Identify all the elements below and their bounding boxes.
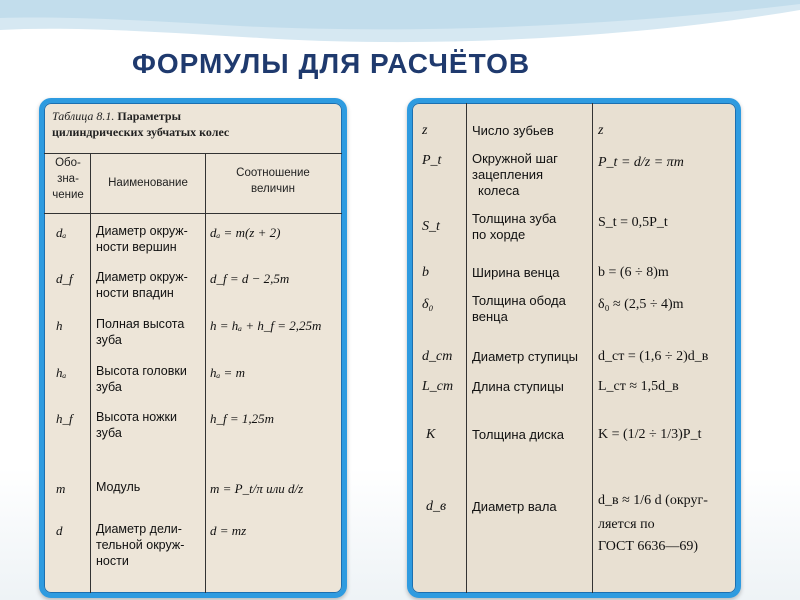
- row-name-line: венца: [472, 309, 508, 324]
- row-formula: d_ст = (1,6 ÷ 2)d_в: [598, 349, 709, 364]
- row-name-line: Полная высота: [96, 317, 185, 331]
- row-formula: h = hₐ + h_f = 2,25m: [210, 318, 322, 333]
- row-name: [96, 363, 187, 395]
- row-symbol: dₐ: [56, 225, 67, 240]
- row-name: Диаметр вала: [472, 499, 557, 514]
- row-formula-line: ГОСТ 6636—69): [598, 539, 699, 554]
- row-name: [96, 223, 188, 255]
- row-symbol: d: [56, 523, 63, 538]
- row-symbol: m: [56, 481, 66, 496]
- row-formula: [598, 493, 708, 555]
- row-name: Толщина диска: [472, 427, 564, 442]
- row-name: Длина ступицы: [472, 379, 564, 394]
- row-symbol: h_f: [56, 411, 73, 426]
- row-name-line: колеса: [478, 183, 520, 198]
- row-symbol: d_в: [426, 499, 447, 514]
- row-formula: h_f = 1,25m: [210, 411, 275, 426]
- row-symbol: hₐ: [56, 365, 67, 380]
- row-symbol: h: [56, 318, 63, 333]
- row-name-line: тельной окруж-: [96, 538, 185, 552]
- caption-title: Параметры: [117, 109, 181, 123]
- row-name-line: ности: [96, 554, 129, 568]
- slide-title: ФОРМУЛЫ ДЛЯ РАСЧЁТОВ: [132, 48, 531, 79]
- row-name-line: Диаметр дели-: [96, 522, 182, 536]
- row-name-line: ности вершин: [96, 240, 177, 254]
- row-formula: δ₀ ≈ (2,5 ÷ 4)m: [598, 297, 684, 312]
- right-table-panel: [407, 98, 741, 598]
- row-formula: hₐ = m: [210, 365, 245, 380]
- row-formula: P_t = d/z = πm: [598, 155, 684, 170]
- header-symbol-line: зна-: [57, 173, 79, 185]
- row-name-line: зацепления: [472, 167, 544, 182]
- row-name-line: зуба: [96, 333, 122, 347]
- row-name-line: Окружной шаг: [472, 151, 558, 166]
- row-formula: z: [598, 123, 604, 138]
- row-name-line: Модуль: [96, 480, 141, 494]
- row-name: [96, 409, 177, 441]
- row-name: [96, 316, 184, 348]
- row-name-line: Диаметр окруж-: [96, 224, 188, 238]
- row-formula-line: d_в ≈ 1/6 d (округ-: [598, 493, 708, 508]
- row-symbol: d_f: [56, 271, 73, 286]
- row-name: [96, 521, 184, 569]
- row-formula: b = (6 ÷ 8)m: [598, 265, 669, 280]
- row-symbol: d_ст: [422, 349, 453, 364]
- caption-title-line2: цилиндрических зубчатых колес: [52, 125, 230, 139]
- row-name-line: по хорде: [472, 227, 526, 242]
- row-name-line: Толщина обода: [472, 293, 566, 308]
- row-formula: d_f = d − 2,5m: [210, 271, 290, 286]
- row-name-line: зуба: [96, 426, 122, 440]
- header-relation-line: Соотношение: [236, 167, 310, 179]
- left-table-panel: [39, 98, 347, 598]
- header-relation-line: величин: [251, 183, 295, 195]
- header-symbol-line: чение: [52, 189, 84, 201]
- row-name: [472, 151, 558, 199]
- row-name: Число зубьев: [472, 123, 554, 138]
- row-name-line: зуба: [96, 380, 122, 394]
- row-symbol: δ₀: [422, 297, 434, 312]
- row-name: [472, 211, 556, 243]
- header-name: Наименование: [108, 177, 188, 189]
- row-formula: d = mz: [210, 523, 247, 538]
- row-formula-line: ляется по: [598, 517, 655, 532]
- row-name-line: ности впадин: [96, 286, 174, 300]
- header-relation: [207, 165, 339, 197]
- row-name: [472, 293, 566, 325]
- row-formula: dₐ = m(z + 2): [210, 225, 281, 240]
- row-formula: L_ст ≈ 1,5d_в: [598, 379, 679, 394]
- row-symbol: K: [426, 427, 436, 442]
- row-name: [96, 269, 188, 301]
- row-symbol: L_ст: [422, 379, 454, 394]
- row-symbol: z: [422, 123, 428, 138]
- row-name: Ширина венца: [472, 265, 560, 280]
- caption-prefix: Таблица 8.1.: [52, 109, 115, 123]
- row-name-line: Высота ножки: [96, 410, 177, 424]
- row-name-line: Толщина зуба: [472, 211, 557, 226]
- header-symbol: [46, 155, 90, 203]
- row-name: [96, 479, 140, 495]
- row-name: Диаметр ступицы: [472, 349, 579, 364]
- row-formula: S_t = 0,5P_t: [598, 215, 668, 230]
- row-symbol: P_t: [422, 153, 442, 168]
- row-symbol: b: [422, 265, 429, 280]
- row-name-line: Диаметр окруж-: [96, 270, 188, 284]
- row-formula: K = (1/2 ÷ 1/3)P_t: [598, 427, 702, 442]
- row-formula: m = P_t/π или d/z: [210, 481, 304, 496]
- row-name-line: Высота головки: [96, 364, 187, 378]
- header-symbol-line: Обо-: [55, 157, 81, 169]
- row-symbol: S_t: [422, 219, 440, 234]
